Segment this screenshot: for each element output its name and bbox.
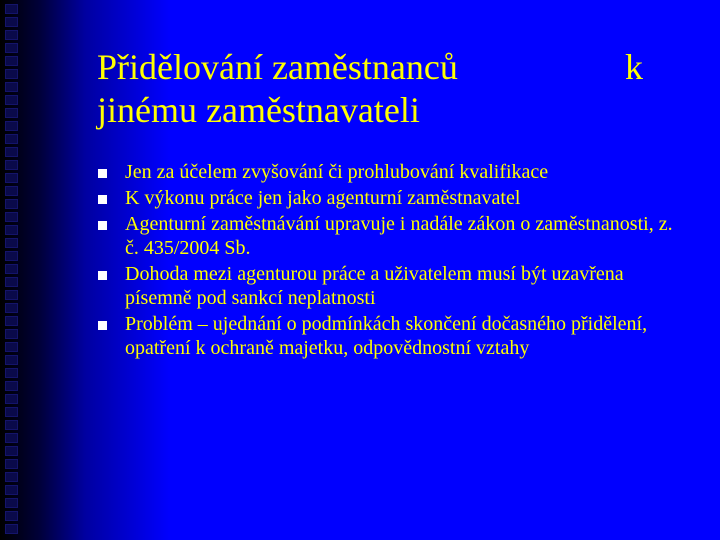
decorative-square bbox=[5, 147, 18, 157]
square-bullet-icon bbox=[98, 169, 107, 178]
decorative-square bbox=[5, 524, 18, 534]
title-text-1: Přidělování zaměstnanců bbox=[97, 47, 458, 87]
bullet-text: Problém – ujednání o podmínkách skončení dočasného přidělení, opatření k ochraně majetku, odpovědnostní vztahy bbox=[125, 313, 648, 359]
square-bullet-icon bbox=[98, 271, 107, 280]
decorative-square bbox=[5, 43, 18, 53]
square-bullet-icon bbox=[98, 321, 107, 330]
decorative-square bbox=[5, 511, 18, 521]
decorative-square bbox=[5, 420, 18, 430]
bullet-text: K výkonu práce jen jako agenturní zaměstnavatel bbox=[125, 187, 521, 209]
decorative-square bbox=[5, 173, 18, 183]
decorative-square bbox=[5, 407, 18, 417]
decorative-square bbox=[5, 134, 18, 144]
decorative-square bbox=[5, 433, 18, 443]
bullet-item bbox=[96, 160, 676, 184]
bullet-item bbox=[96, 212, 676, 260]
slide-title bbox=[97, 46, 667, 132]
title-k: k bbox=[625, 47, 643, 87]
decorative-square bbox=[5, 277, 18, 287]
decorative-square bbox=[5, 472, 18, 482]
decorative-square bbox=[5, 459, 18, 469]
decorative-square bbox=[5, 108, 18, 118]
decorative-square bbox=[5, 199, 18, 209]
decorative-square bbox=[5, 381, 18, 391]
bullet-text: Agenturní zaměstnávání upravuje i nadále zákon o zaměstnanosti, z. č. 435/2004 Sb. bbox=[125, 213, 673, 259]
bullet-text: Jen za účelem zvyšování či prohlubování kvalifikace bbox=[125, 161, 549, 183]
title-line-2: jinému zaměstnavateli bbox=[97, 90, 420, 130]
decorative-square bbox=[5, 251, 18, 261]
decorative-square bbox=[5, 121, 18, 131]
decorative-square bbox=[5, 186, 18, 196]
bullet-list bbox=[96, 160, 676, 362]
bullet-item bbox=[96, 312, 676, 360]
decorative-square bbox=[5, 303, 18, 313]
decorative-square bbox=[5, 238, 18, 248]
decorative-square bbox=[5, 342, 18, 352]
decorative-square bbox=[5, 30, 18, 40]
decorative-square bbox=[5, 160, 18, 170]
bullet-text: Dohoda mezi agenturou práce a uživatelem musí být uzavřena písemně pod sankcí neplatnosti bbox=[125, 263, 624, 309]
decorative-square bbox=[5, 498, 18, 508]
decorative-square bbox=[5, 355, 18, 365]
decorative-square bbox=[5, 290, 18, 300]
square-bullet-icon bbox=[98, 221, 107, 230]
decorative-square bbox=[5, 329, 18, 339]
decorative-square bbox=[5, 56, 18, 66]
decorative-square bbox=[5, 368, 18, 378]
decorative-square bbox=[5, 316, 18, 326]
square-bullet-icon bbox=[98, 195, 107, 204]
decorative-square bbox=[5, 212, 18, 222]
decorative-square bbox=[5, 264, 18, 274]
bullet-item bbox=[96, 186, 676, 210]
decorative-square bbox=[5, 82, 18, 92]
decorative-square bbox=[5, 485, 18, 495]
decorative-square bbox=[5, 394, 18, 404]
decorative-square bbox=[5, 4, 18, 14]
title-line-1 bbox=[97, 46, 667, 89]
decorative-square bbox=[5, 446, 18, 456]
decorative-square bbox=[5, 17, 18, 27]
decorative-square bbox=[5, 225, 18, 235]
bullet-item bbox=[96, 262, 676, 310]
decorative-square bbox=[5, 69, 18, 79]
decorative-square bbox=[5, 95, 18, 105]
decorative-square-strip bbox=[0, 0, 26, 540]
